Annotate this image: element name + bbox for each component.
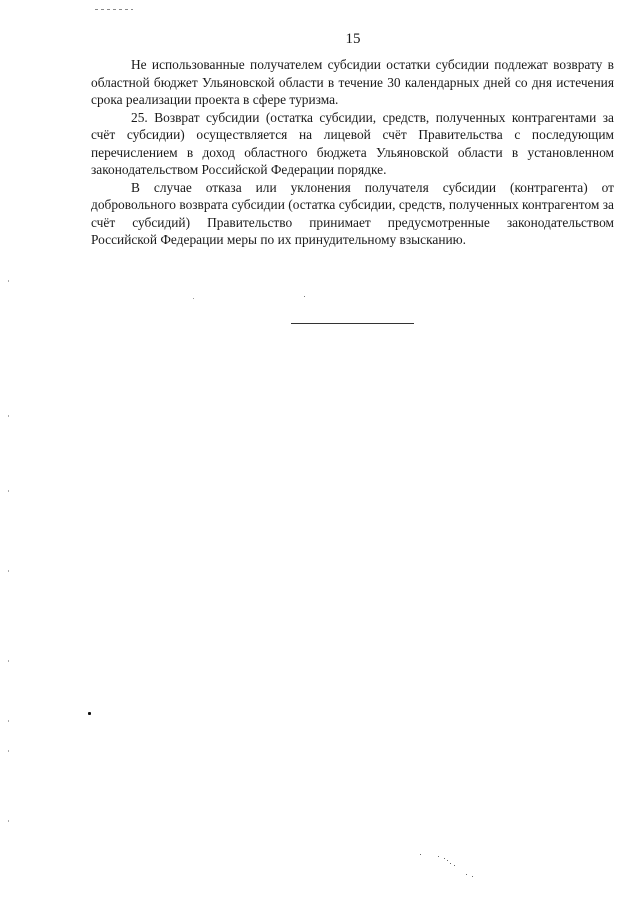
paragraph: В случае отказа или уклонения получателя субсидии (контрагента) от добровольного возврата субсидии (остатка субсидии, средств, полученных контрагентом за счёт субсидий) Правительство принимает предусмотренные законодательством Российской Федерации меры по их принудительному взысканию. bbox=[91, 179, 614, 247]
scan-edge-artifacts bbox=[8, 280, 10, 840]
scan-artifact bbox=[420, 852, 480, 878]
page-number: 15 bbox=[345, 31, 361, 47]
end-separator-line bbox=[291, 323, 414, 324]
document-body bbox=[91, 56, 614, 249]
paragraph: Не использованные получателем субсидии остатки субсидии подлежат возврату в областной бюджет Ульяновской области в течение 30 календарных дней со дня истечения срока реализации проекта в сфере туризма. bbox=[91, 57, 614, 107]
scan-artifact bbox=[95, 9, 133, 10]
scan-artifact bbox=[88, 712, 91, 715]
scan-artifact bbox=[193, 298, 194, 299]
scan-artifact bbox=[304, 296, 305, 297]
paragraph: 25. Возврат субсидии (остатка субсидии, средств, полученных контрагентами за счёт субсидии) осуществляется на лицевой счёт Правительства с последующим перечислением в доход областного бюджета Ульяновской области в установленном законодательством Российской Федерации порядке. bbox=[91, 109, 614, 177]
